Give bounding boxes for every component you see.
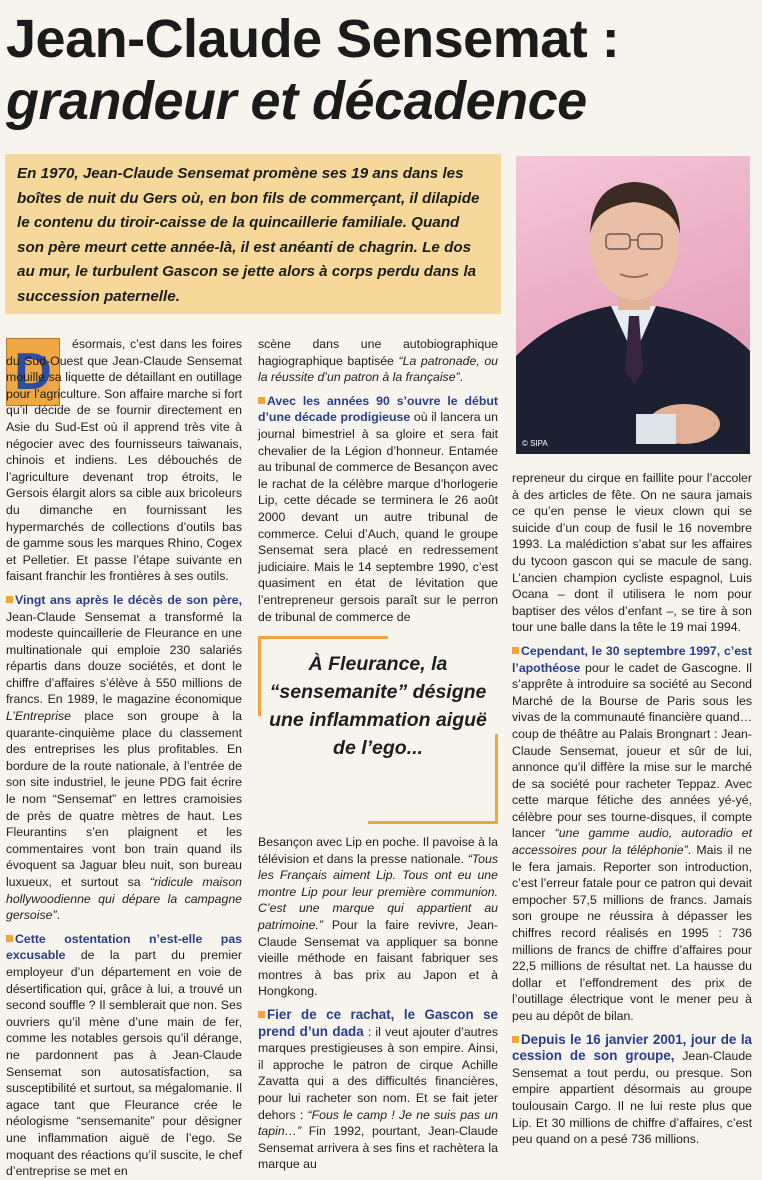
col1-paragraph-1: ésormais, c’est dans les foires du Sud-Ouest que Jean-Claude Sensemat mouille sa liquette de détaillant en outillage pour l’agriculture. Son affaire marche si fort qu’il décide de se fournir directement en Asie du Sud-Est où il apprend très vite à négocier avec des fournisseurs taiwanais, chinois et indiens. Les débouchés de l’agriculture devenant trop étroits, le Gersois élargit alors sa cible aux bricoleurs du dimanche en fournissant les hypermarchés de collections d’outils bas de gamme sous les marques Rhino, Cogex et Pelletier. Et passe l’étape suivante en faisant franchir les frontières à ses outils. bbox=[6, 337, 242, 584]
col3-lead-2: Cependant, le 30 septembre 1997, c’est l’apothéose bbox=[512, 643, 752, 675]
portrait-photo bbox=[516, 156, 750, 454]
column-1 bbox=[6, 336, 242, 1180]
col3-paragraph-1: repreneur du cirque en faillite pour l’accoler à des articles de fête. On ne saura jamais ce qu’en pense le vieux clown qui se suicide d’un coup de fusil le 16 novembre 1993. La malédiction s’abat sur les affaires du tycoon gascon qui se macule de sang. L’ancien champion cycliste espagnol, Luis Ocana – dont il utilisera le nom pour baptiser des vélos d’enfant –, se tire à son tour une balle dans la tête le 19 mai 1994. bbox=[512, 471, 752, 635]
col1-lead-3: Cette ostentation n’est-elle pas excusable bbox=[6, 931, 242, 963]
intro-standfirst: En 1970, Jean-Claude Sensemat promène ses 19 ans dans les boîtes de nuit du Gers où, en bon fils de commerçant, il dilapide le contenu du tiroir-caisse de la quincaillerie familiale. Quand son père meurt cette année-là, il est anéanti de chagrin. Le dos au mur, le turbulent Gascon se jette alors à corps perdu dans la succession paternelle. bbox=[5, 154, 501, 314]
col2-paragraph-3: Besançon avec Lip en poche. Il pavoise à la télévision et dans la presse nationale. “Tous les Français aiment Lip. Tous ont eu une montre Lip pour leur première communion. C’est une marque qui appartient au patrimoine.” Pour la faire revivre, Jean-Claude Sensemat va appliquer sa bonne vieille méthode en faisant fabriquer ses montres à bas prix au Japon et à Hongkong. bbox=[258, 835, 498, 999]
headline-line2: grandeur et décadence bbox=[6, 71, 587, 131]
column-2-bottom bbox=[258, 834, 498, 1173]
drop-cap-letter: D bbox=[14, 343, 52, 401]
headline-line1: Jean-Claude Sensemat : bbox=[6, 9, 620, 69]
col2-lead-4: Fier de ce rachat, le Gascon se prend d’un dada bbox=[258, 1006, 498, 1039]
col1-paragraph-3: Cette ostentation n’est-elle pas excusable de la part du premier employeur d’un département en voie de désertification qui, grâce à lui, a trouvé un second souffle ? Il semblerait que non. Ses ouvriers qu’il mène d’une main de fer, comme les notables gersois qu’il dérange, ne pardonnent pas à Jean-Claude Sensemat son autosatisfaction, sa susceptibilité et surtout, sa mégalomanie. Il agace tant que Fleurance crée le néologisme “sensemanite” pour désigner une inflammation aiguë de l’ego. Se moquant des réactions qu’il suscite, le chef d’entreprise se met en bbox=[6, 931, 242, 1179]
col1-lead-2: Vingt ans après le décès de son père, bbox=[6, 593, 242, 607]
col3-lead-3: Depuis le 16 janvier 2001, jour de la cession de son groupe, bbox=[512, 1031, 752, 1064]
col2-lead-2: Avec les années 90 s’ouvre le début d’une décade prodigieuse bbox=[258, 393, 498, 425]
col3-paragraph-2: Cependant, le 30 septembre 1997, c’est l’apothéose pour le cadet de Gascogne. Il s’apprête à introduire sa société au Second Marché de la Bourse de Paris sous les vivas de la communauté financière quand… coup de théâtre au Palais Brongnart : Jean-Claude Sensemat, joueur et sûr de lui, annonce qu’il diffère la mise sur le marché de sa société pour racheter Teppaz. Avec cette marque fétiche des années yé-yé, célèbre pour ses tourne-disques, il compte lancer “une gamme audio, autoradio et accessoires pour la téléphonie”. Mais il ne le fera jamais. Reporter son introduction, c’est l’erreur fatale pour ce patron qui devait empocher 57,5 millions de francs. Jamais son groupe ne réussira à dépasser les chiffres record réalisés en 1995 : 736 millions de francs de chiffre d’affaires pour 22,5 millions de résultat net. La hausse du dollar et l’effondrement des prix de l’outillage électrique vont le mener peu à peu au dépôt de bilan. bbox=[512, 643, 752, 1023]
photo-credit: © SIPA bbox=[522, 439, 548, 448]
portrait-illustration bbox=[516, 156, 750, 454]
col1-paragraph-2: Vingt ans après le décès de son père, Jean-Claude Sensemat a transformé la modeste quincaillerie de Fleurance en une multinationale qui emploie 230 salariés répartis dans douze sociétés, et dont le chiffre d’affaires s’élève à 550 millions de francs. En 1989, le magazine économique L’Entreprise place son groupe à la quarante-cinquième place du classement des entreprises les plus profitables. En bordure de la route nationale, à l’entrée de son site industriel, le jeune PDG fait écrire le nom “Sensemat” en lettres cramoisies de près de quatre mètres de haut. Les Fleurantins s’en plaignent et les commentaires vont bon train quand ils évoquent sa Jaguar bleu nuit, son bureau luxueux, et surtout sa “ridicule maison hollywoodienne qui dépare la campagne gersoise”. bbox=[6, 592, 242, 923]
pull-quote-text: À Fleurance, la “sensemanite” désigne une inflammation aiguë de l’ego... bbox=[269, 653, 487, 759]
column-2-top bbox=[258, 336, 498, 625]
col3-paragraph-3: Depuis le 16 janvier 2001, jour de la cession de son groupe, Jean-Claude Sensemat a tout perdu, ou presque. Son empire appartient désormais au groupe toulousain Cargo. Il ne lui reste plus que Lip. Et 30 millions de chiffre d’affaires, c’est peu quand on a pesé 736 millions. bbox=[512, 1031, 752, 1147]
col2-paragraph-2: Avec les années 90 s’ouvre le début d’une décade prodigieuse où il lancera un journal bimestriel à sa gloire et sera fait chevalier de la Légion d’honneur. Entamée au tribunal de commerce de Besançon avec le rachat de la célèbre marque d’horlogerie Lip, cette décade se terminera le 26 août 2000 devant un autre tribunal de commerce. Celui d’Auch, quand le groupe Sensemat sera placé en redressement judiciaire. Mais le 14 septembre 1990, c’est quasiment en état de lévitation que l’entrepreneur gersois paraît sur le perron de tribunal de commerce de bbox=[258, 393, 498, 624]
pull-quote bbox=[258, 636, 498, 824]
column-3 bbox=[512, 470, 752, 1148]
col2-paragraph-4: Fier de ce rachat, le Gascon se prend d’un dada : il veut ajouter d’autres marques prestigieuses à son empire. Ainsi, il approche le patron de cirque Achille Zavatta qui a des difficultés financières, pour lui racheter son nom. Et se fait jeter dehors : “Fous le camp ! Je ne suis pas un tapin…” Fin 1992, pourtant, Jean-Claude Sensemat arrivera à ses fins et rachètera la marque au bbox=[258, 1006, 498, 1172]
col2-paragraph-1: scène dans une autobiographique hagiographique baptisée “La patronade, ou la réussite d’un patron à la française”. bbox=[258, 337, 498, 385]
